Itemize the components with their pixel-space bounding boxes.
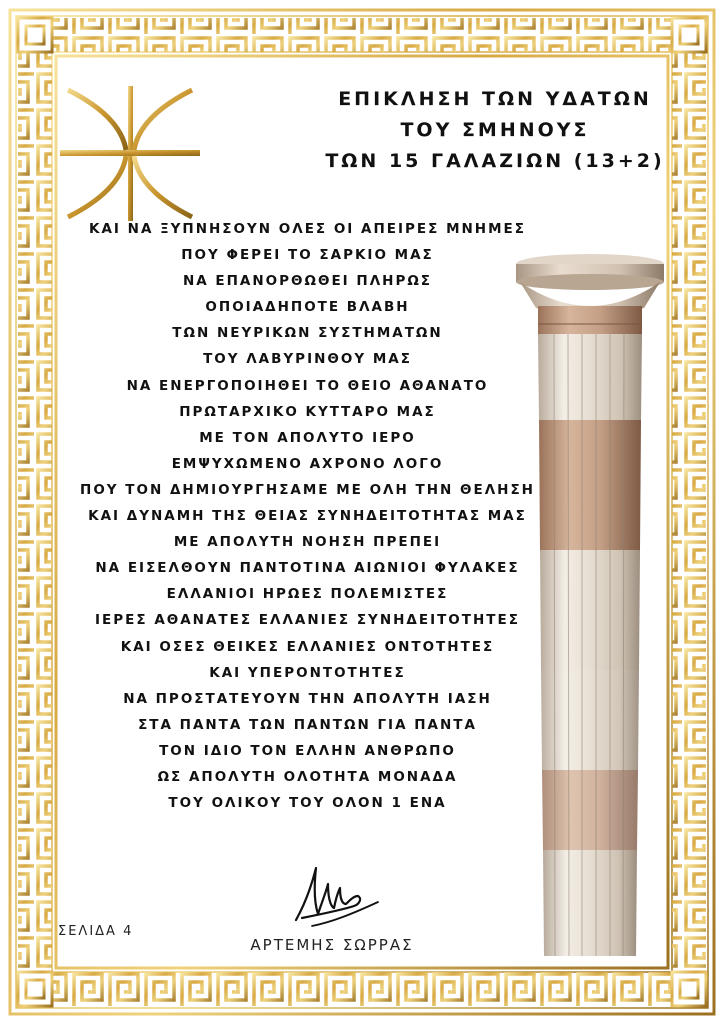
title-line: ΤΩΝ 15 ΓΑΛΑΖΙΩΝ (13+2) <box>325 150 665 172</box>
document-title <box>310 84 680 177</box>
author-name: ΑΡΤΕΜΗΣ ΣΩΡΡΑΣ <box>250 936 414 954</box>
poem-line: ΠΟΥ ΦΕΡΕΙ ΤΟ ΣΑΡΚΙΟ ΜΑΣ <box>181 247 434 264</box>
poem-line: ΚΑΙ ΥΠΕΡΟΝΤΟΤΗΤΕΣ <box>209 664 406 681</box>
poem-line: ΕΛΛΑΝΙΟΙ ΗΡΩΕΣ ΠΟΛΕΜΙΣΤΕΣ <box>166 586 449 603</box>
ionic-column-image <box>510 250 670 960</box>
poem-line: ΕΜΨΥΧΩΜΕΝΟ ΑΧΡΟΝΟ ΛΟΓΟ <box>171 455 444 472</box>
poem-line: ΤΟΥ ΟΛΙΚΟΥ ΤΟΥ ΟΛΟΝ 1 ΕΝΑ <box>168 795 447 812</box>
poem-body <box>70 216 545 816</box>
poem-line: ΠΟΥ ΤΟΝ ΔΗΜΙΟΥΡΓΗΣΑΜΕ ΜΕ ΟΛΗ ΤΗΝ ΘΕΛΗΣΗ <box>80 481 535 498</box>
title-line: ΕΠΙΚΛΗΣΗ ΤΩΝ ΥΔΑΤΩΝ <box>338 88 652 110</box>
poem-line: ΚΑΙ ΝΑ ΞΥΠΝΗΣΟΥΝ ΟΛΕΣ ΟΙ ΑΠΕΙΡΕΣ ΜΝΗΜΕΣ <box>89 221 526 237</box>
page-number: ΣΕΛΙΔΑ 4 <box>58 924 134 939</box>
poem-line: ΜΕ ΑΠΟΛΥΤΗ ΝΟΗΣΗ ΠΡΕΠΕΙ <box>173 534 442 551</box>
poem-line: ΙΕΡΕΣ ΑΘΑΝΑΤΕΣ ΕΛΛΑΝΙΕΣ ΣΥΝΗΔΕΙΤΟΤΗΤΕΣ <box>95 612 520 629</box>
poem-line: ΝΑ ΕΙΣΕΛΘΟΥΝ ΠΑΝΤΟΤΙΝΑ ΑΙΩΝΙΟΙ ΦΥΛΑΚΕΣ <box>95 560 520 577</box>
poem-line: ΟΠΟΙΑΔΗΠΟΤΕ ΒΛΑΒΗ <box>205 299 410 316</box>
golden-solar-cross-emblem-icon <box>60 86 200 221</box>
poem-line: ΝΑ ΕΠΑΝΟΡΘΩΘΕΙ ΠΛΗΡΩΣ <box>182 273 433 290</box>
poem-line: ΤΩΝ ΝΕΥΡΙΚΩΝ ΣΥΣΤΗΜΑΤΩΝ <box>172 325 443 342</box>
poem-line: ΚΑΙ ΟΣΕΣ ΘΕΙΚΕΣ ΕΛΛΑΝΙΕΣ ΟΝΤΟΤΗΤΕΣ <box>120 638 495 655</box>
title-line: ΤΟΥ ΣΜΗΝΟΥΣ <box>400 119 590 141</box>
poem-line: ΩΣ ΑΠΟΛΥΤΗ ΟΛΟΤΗΤΑ ΜΟΝΑΔΑ <box>157 768 458 785</box>
poem-line: ΣΤΑ ΠΑΝΤΑ ΤΩΝ ΠΑΝΤΩΝ ΓΙΑ ΠΑΝΤΑ <box>138 716 477 733</box>
poem-line: ΜΕ ΤΟΝ ΑΠΟΛΥΤΟ ΙΕΡΟ <box>199 429 416 446</box>
handwritten-signature <box>292 862 382 932</box>
poem-line: ΠΡΩΤΑΡΧΙΚΟ ΚΥΤΤΑΡΟ ΜΑΣ <box>179 403 436 420</box>
poem-line: ΚΑΙ ΔΥΝΑΜΗ ΤΗΣ ΘΕΙΑΣ ΣΥΝΗΔΕΙΤΟΤΗΤΑΣ ΜΑΣ <box>88 508 527 525</box>
poem-line: ΤΟΥ ΛΑΒΥΡΙΝΘΟΥ ΜΑΣ <box>203 351 412 368</box>
poem-line: ΝΑ ΠΡΟΣΤΑΤΕΥΟΥΝ ΤΗΝ ΑΠΟΛΥΤΗ ΙΑΣΗ <box>123 690 492 707</box>
poem-line: ΝΑ ΕΝΕΡΓΟΠΟΙΗΘΕΙ ΤΟ ΘΕΙΟ ΑΘΑΝΑΤΟ <box>126 377 489 394</box>
poem-line: ΤΟΝ ΙΔΙΟ ΤΟΝ ΕΛΛΗΝ ΑΝΘΡΩΠΟ <box>159 742 456 759</box>
